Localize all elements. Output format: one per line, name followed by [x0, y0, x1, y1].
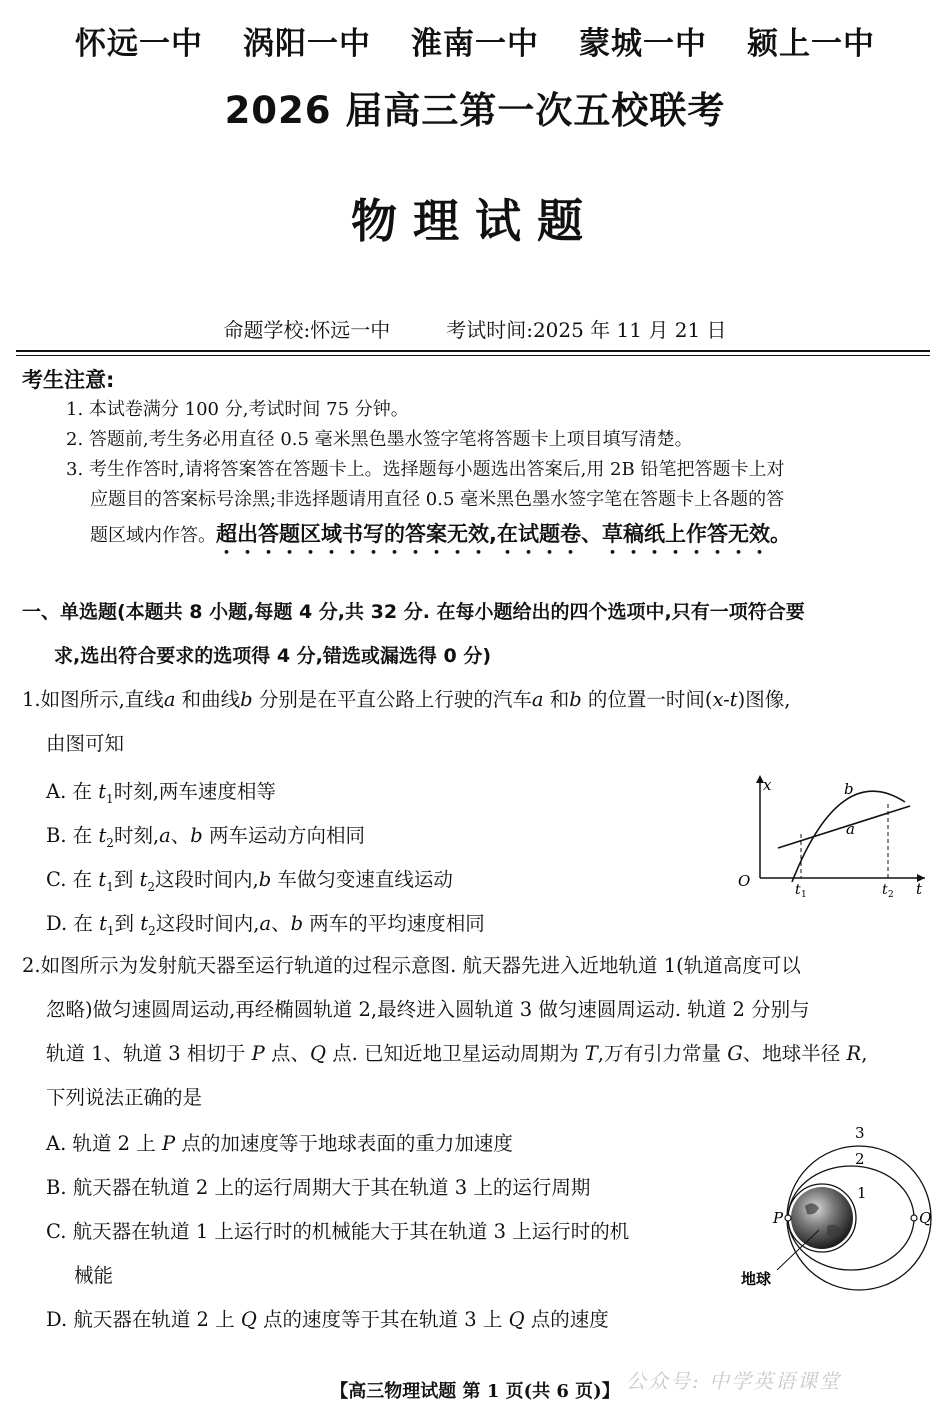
exam-title: 2026 届高三第一次五校联考 [224, 89, 726, 132]
question-2-stem-cont: 忽略)做匀速圆周运动,再经椭圆轨道 2,最终进入圆轨道 3 做匀速圆周运动. 轨道 2 分别与 [46, 998, 810, 1021]
q-var: t [98, 780, 107, 803]
q-var: a [259, 912, 272, 935]
q-text: , [861, 1042, 868, 1065]
q2-option-b: B. 航天器在轨道 2 上的运行周期大于其在轨道 3 上的运行周期 [46, 1176, 591, 1199]
notice-item: 3. 考生作答时,请将答案答在答题卡上。选择题每小题选出答案后,用 2B 铅笔把答题卡上对 [66, 459, 785, 480]
q-var: Q [240, 1308, 257, 1331]
tick-t1-sub: 1 [801, 890, 807, 900]
notice-emphasis: 超出答题区域书写的答案无效,在试题卷、草稿纸上作答无效。 [216, 522, 791, 546]
q-text: 如图所示为发射航天器至运行轨道的过程示意图. 航天器先进入近地轨道 1(轨道高度可以 [40, 954, 801, 977]
orbit-3-label: 3 [855, 1124, 865, 1142]
q-sub: 2 [147, 879, 156, 894]
q-var: T [584, 1042, 598, 1065]
q-var: t [99, 912, 107, 935]
q2-option-d [46, 1304, 609, 1332]
option-text: 在 [72, 780, 92, 803]
q-sub: 1 [106, 923, 115, 938]
option-text: 这段时间内, [155, 912, 260, 935]
option-letter: B. [46, 824, 67, 847]
q-text: 如图所示,直线 [40, 688, 164, 711]
notice-item-cont [90, 519, 932, 559]
earth-label: 地球 [741, 1270, 772, 1288]
q-sub: 1 [106, 879, 114, 894]
q-text: 点. 已知近地卫星运动周期为 [332, 1042, 579, 1065]
option-text: 到 [113, 868, 134, 891]
option-text: 这段时间内, [155, 868, 259, 891]
earth-icon [791, 1187, 853, 1249]
option-letter: A. [46, 780, 67, 803]
origin-label: O [738, 872, 751, 890]
line-label-a: a [846, 820, 855, 838]
option-text: 到 [114, 912, 135, 935]
notice-heading: 考生注意: [22, 368, 115, 392]
header-divider [16, 350, 930, 352]
option-text: 时刻, [113, 824, 160, 847]
exam-date: 考试时间:2025 年 11 月 21 日 [446, 318, 727, 342]
option-text: 在 [72, 868, 93, 891]
orbit-1-label: 1 [857, 1184, 867, 1202]
tick-t1: t [795, 882, 801, 898]
q1-option-c [46, 864, 453, 894]
school-name: 涡阳一中 [243, 26, 371, 62]
notice-item-cont: 应题目的答案标号涂黑;非选择题请用直径 0.5 毫米黑色墨水签字笔在答题卡上各题的答 [90, 489, 785, 510]
option-text: 在 [72, 824, 93, 847]
q-var: P [162, 1132, 176, 1155]
q-text: 、地球半径 [742, 1042, 841, 1065]
question-1-stem-cont: 由图可知 [46, 732, 125, 755]
exam-meta [0, 314, 950, 343]
q-var: x-t [712, 688, 738, 711]
option-text: 、 [170, 824, 191, 847]
option-text: 点的速度 [530, 1308, 609, 1331]
point-q-marker [911, 1215, 917, 1221]
q-var: Q [309, 1042, 326, 1065]
question-2-stem [22, 944, 937, 988]
q-text: 轨道 1、轨道 3 相切于 [46, 1042, 246, 1065]
q-text: )图像, [737, 688, 791, 711]
q1-option-d [46, 908, 485, 938]
notice-text: 题区域内作答。 [90, 525, 216, 546]
option-text: 在 [73, 912, 93, 935]
q-var: G [727, 1042, 743, 1065]
q-var: b [290, 912, 304, 935]
option-text: 两车运动方向相同 [202, 824, 365, 847]
option-text: 、 [271, 912, 291, 935]
orbit-2-label: 2 [855, 1150, 865, 1168]
point-q-label: Q [919, 1209, 932, 1227]
q-var: a [163, 688, 176, 711]
q-var: b [569, 688, 582, 711]
q1-xt-graph [730, 770, 930, 900]
q2-option-c: C. 航天器在轨道 1 上运行时的机械能大于其在轨道 3 上运行时的机 [46, 1220, 630, 1243]
tick-t2: t [882, 882, 888, 898]
q-var: P [251, 1042, 265, 1065]
q-var: b [190, 824, 203, 847]
q-text: 和曲线 [181, 688, 241, 711]
option-text: 点的速度等于其在轨道 3 上 [263, 1308, 503, 1331]
watermark: 公众号: 中学英语课堂 [626, 1369, 842, 1393]
q-text: 和 [549, 688, 570, 711]
q-text: 的位置一时间( [587, 688, 713, 711]
school-name: 蒙城一中 [579, 26, 707, 62]
q-text: 点、 [270, 1042, 310, 1065]
option-text: 点的加速度等于地球表面的重力加速度 [181, 1132, 513, 1155]
school-name: 颍上一中 [747, 26, 875, 62]
q-text: 分别是在平直公路上行驶的汽车 [258, 688, 532, 711]
page-footer: 【高三物理试题 第 1 页(共 6 页)】 [330, 1381, 620, 1402]
option-letter: D. [46, 912, 68, 935]
q-var: t [98, 868, 107, 891]
q-text: ,万有引力常量 [597, 1042, 721, 1065]
notice-item: 2. 答题前,考生务必用直径 0.5 毫米黑色墨水签字笔将答题卡上项目填写清楚。 [66, 429, 693, 450]
q-sub: 2 [148, 923, 156, 938]
school-list [0, 18, 950, 63]
curve-label-b: b [844, 780, 854, 798]
tick-t2-sub: 2 [888, 890, 894, 900]
option-text: 车做匀变速直线运动 [271, 868, 453, 891]
notice-item: 1. 本试卷满分 100 分,考试时间 75 分钟。 [66, 399, 409, 420]
subject-title: 物理试题 [351, 194, 599, 248]
q2-option-a [46, 1128, 513, 1156]
header-divider-thin [16, 355, 930, 356]
option-text: 两车的平均速度相同 [303, 912, 485, 935]
q-var: b [240, 688, 253, 711]
axis-label-t: t [916, 880, 923, 898]
point-p-marker [785, 1215, 791, 1221]
q-var: a [159, 824, 171, 847]
q1-option-a [46, 776, 276, 806]
school-name: 怀远一中 [75, 26, 203, 62]
axis-label-x: x [763, 776, 772, 794]
option-text: A. 轨道 2 上 [46, 1132, 156, 1155]
setter-school: 命题学校:怀远一中 [223, 318, 391, 342]
q-sub: 2 [106, 835, 114, 850]
point-p-label: P [773, 1209, 784, 1227]
q2-orbit-diagram [735, 1122, 940, 1297]
q-sub: 1 [106, 791, 114, 806]
q-var: t [98, 824, 107, 847]
q-var: b [258, 868, 272, 891]
question-number: 1. [22, 688, 41, 711]
section-heading: 一、单选题(本题共 8 小题,每题 4 分,共 32 分. 在每小题给出的四个选项中,只有一项符合要 [22, 601, 805, 623]
question-1-stem [22, 678, 937, 722]
q-var: Q [508, 1308, 525, 1331]
option-text: 时刻,两车速度相等 [113, 780, 276, 803]
q-var: R [846, 1042, 862, 1065]
line-a [778, 806, 910, 848]
q-var: t [139, 868, 148, 891]
q1-option-b [46, 820, 365, 850]
school-name: 淮南一中 [411, 26, 539, 62]
option-text: D. 航天器在轨道 2 上 [46, 1308, 235, 1331]
question-2-stem-cont [46, 1032, 936, 1076]
option-letter: C. [46, 868, 67, 891]
q-var: t [140, 912, 149, 935]
section-heading-cont: 求,选出符合要求的选项得 4 分,错选或漏选得 0 分) [54, 645, 492, 667]
question-number: 2. [22, 954, 41, 977]
q-var: a [531, 688, 544, 711]
q2-option-c-cont: 械能 [74, 1264, 114, 1287]
question-2-stem-cont: 下列说法正确的是 [46, 1086, 203, 1109]
